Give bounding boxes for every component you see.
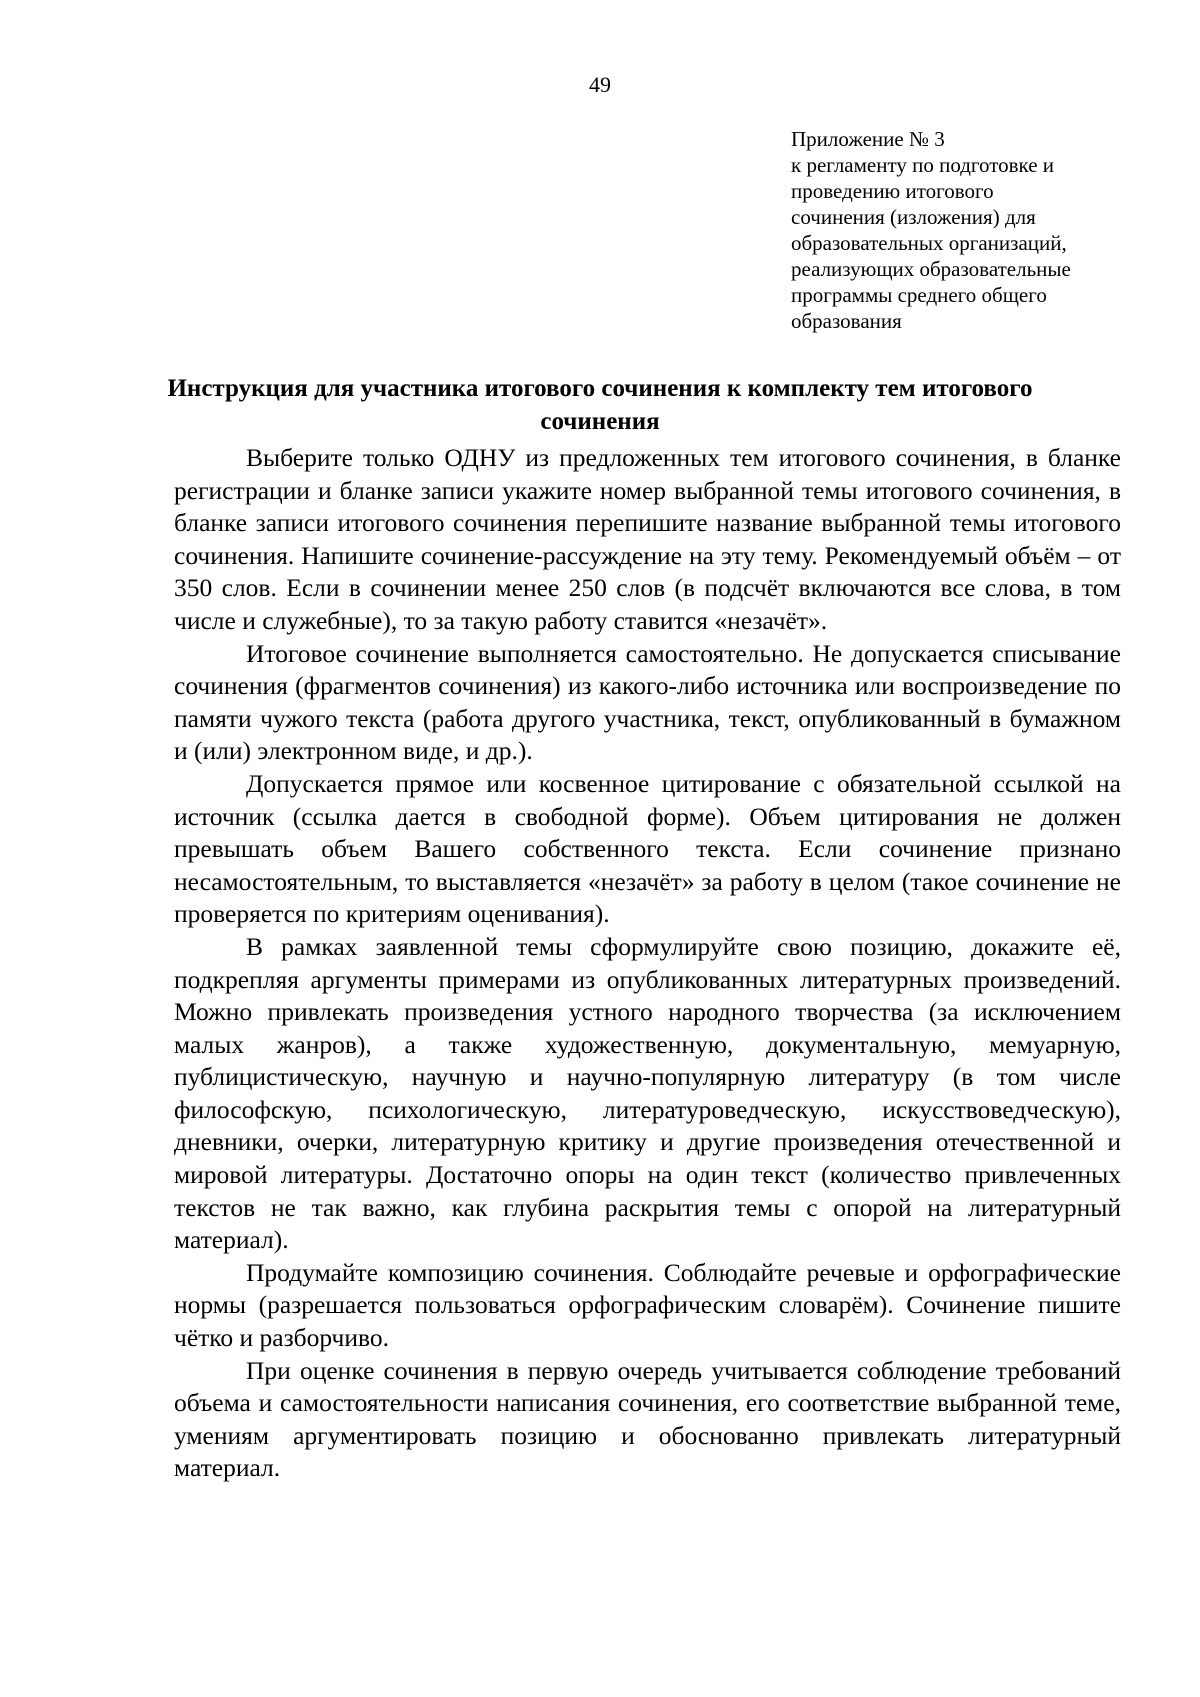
paragraph-arguments: В рамках заявленной темы сформулируйте свою позицию, докажите её, подкрепляя аргументы примерами из опубликованных литературных произведений. Можно привлекать произведения устного народного творчества (за исключением малых жанров), а также художественную, документальную, мемуарную, публицистическую, научную и научно-популярную литературу (в том числе философскую, психологическую, литературоведческую, искусствоведческую), дневники, очерки, литературную критику и другие произведения отечественной и мировой литературы. Достаточно опоры на один текст (количество привлеченных текстов не так важно, как глубина раскрытия темы с опорой на литературный материал). [174,931,1121,1255]
appendix-note [791,126,1151,334]
paragraph-composition: Продумайте композицию сочинения. Соблюдайте речевые и орфографические нормы (разрешается пользоваться орфографическим словарём). Сочинение пишите чётко и разборчиво. [174,1257,1121,1353]
appendix-line: образования [791,309,902,333]
instruction-body [174,442,1121,1485]
appendix-line: сочинения (изложения) для [791,205,1036,229]
appendix-line: программы среднего общего [791,283,1047,307]
appendix-line: реализующих образовательные [791,257,1071,281]
page-number: 49 [589,72,611,97]
appendix-line: образовательных организаций, [791,231,1067,255]
appendix-line: к регламенту по подготовке и [791,153,1055,177]
appendix-line: проведению итогового [791,179,994,203]
document-title: Инструкция для участника итогового сочинения к комплекту тем итогового сочинения [167,375,1033,435]
paragraph-choose-topic: Выберите только ОДНУ из предложенных тем итогового сочинения, в бланке регистрации и бланке записи укажите номер выбранной темы итогового сочинения, в бланке записи итогового сочинения перепишите название выбранной темы итогового сочинения. Напишите сочинение-рассуждение на эту тему. Рекомендуемый объём – от 350 слов. Если в сочинении менее 250 слов (в подсчёт включаются все слова, в том числе и служебные), то за такую работу ставится «незачёт». [174,443,1121,635]
paragraph-citation: Допускается прямое или косвенное цитирование с обязательной ссылкой на источник (ссылка дается в свободной форме). Объем цитирования не должен превышать объем Вашего собственного текста. Если сочинение признано несамостоятельным, то выставляется «незачёт» за работу в целом (такое сочинение не проверяется по критериям оценивания). [174,768,1121,929]
appendix-line: Приложение № 3 [791,127,945,151]
paragraph-evaluation: При оценке сочинения в первую очередь учитывается соблюдение требований объема и самостоятельности написания сочинения, его соответствие выбранной теме, умениям аргументировать позицию и обоснованно привлекать литературный материал. [174,1355,1121,1483]
paragraph-independence: Итоговое сочинение выполняется самостоятельно. Не допускается списывание сочинения (фрагментов сочинения) из какого-либо источника или воспроизведение по памяти чужого текста (работа другого участника, текст, опубликованный в бумажном и (или) электронном виде, и др.). [174,638,1121,766]
